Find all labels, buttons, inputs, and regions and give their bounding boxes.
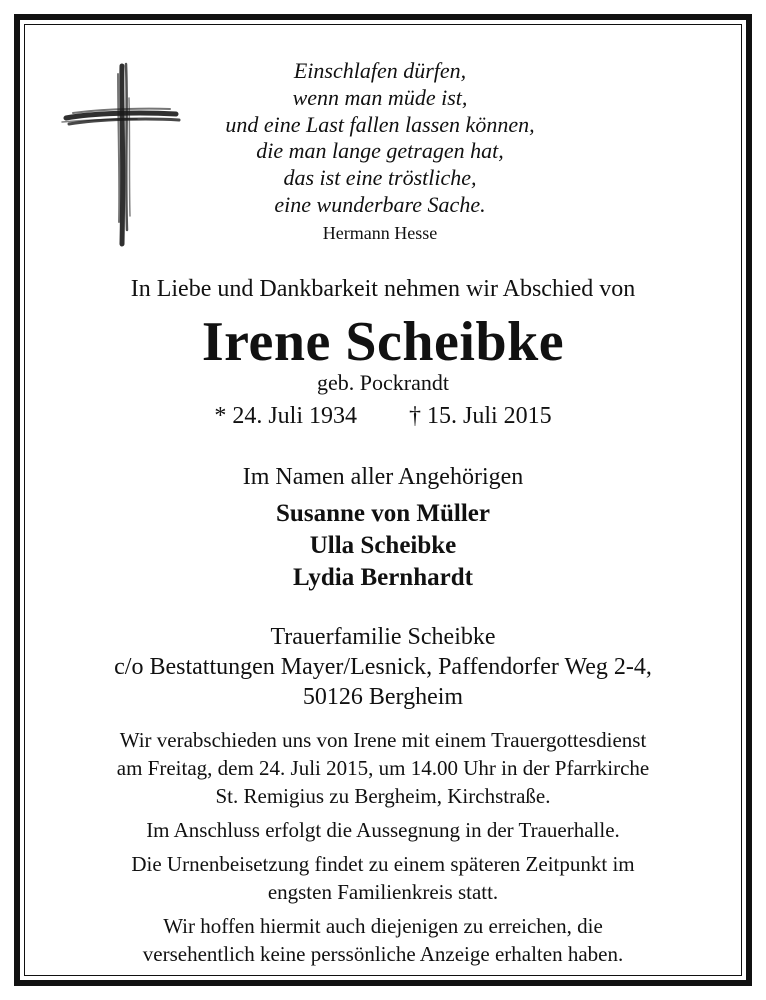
relative-name: Lydia Bernhardt — [293, 564, 473, 591]
relatives-list — [30, 498, 736, 594]
service-paragraph — [30, 850, 736, 906]
poem-line: die man lange getragen hat, — [256, 138, 504, 164]
service-line: engsten Familienkreis statt. — [267, 880, 499, 904]
life-dates — [30, 400, 736, 432]
service-information — [30, 726, 736, 968]
service-line: Wir hoffen hiermit auch diejenigen zu erreichen, die — [163, 914, 603, 938]
service-line: am Freitag, dem 24. Juli 2015, um 14.00 Uhr in der Pfarrkirche — [116, 756, 650, 780]
service-line: St. Remigius zu Bergheim, Kirchstraße. — [215, 784, 551, 808]
service-line: versehentlich keine perssönliche Anzeige erhalten haben. — [142, 942, 624, 966]
poem-author: Hermann Hesse — [322, 223, 438, 243]
birth-name: geb. Pockrandt — [317, 370, 449, 395]
brush-cross-icon — [58, 56, 182, 250]
service-paragraph — [30, 816, 736, 844]
poem-line: wenn man müde ist, — [292, 84, 468, 110]
relatives-intro: Im Namen aller Angehörigen — [242, 464, 524, 490]
poem-line: eine wunderbare Sache. — [274, 191, 486, 217]
address-line: c/o Bestattungen Mayer/Lesnick, Paffendorfer Weg 2-4, — [114, 654, 652, 680]
service-line: Die Urnenbeisetzung findet zu einem späteren Zeitpunkt im — [131, 852, 635, 876]
birth-date: * 24. Juli 1934 — [214, 403, 357, 429]
poem-line: und eine Last fallen lassen können, — [225, 111, 535, 137]
service-paragraph — [30, 726, 736, 810]
deceased-name: Irene Scheibke — [201, 311, 565, 373]
address-line: Trauerfamilie Scheibke — [270, 624, 496, 650]
death-date: † 15. Juli 2015 — [409, 403, 552, 429]
memorial-poem — [170, 58, 590, 219]
service-line: Im Anschluss erfolgt die Aussegnung in der Trauerhalle. — [146, 818, 620, 842]
service-paragraph — [30, 912, 736, 968]
service-line: Wir verabschieden uns von Irene mit einem Trauergottesdienst — [119, 728, 647, 752]
farewell-intro: In Liebe und Dankbarkeit nehmen wir Abschied von — [130, 276, 636, 302]
relative-name: Ulla Scheibke — [309, 532, 457, 559]
poem-line: das ist eine tröstliche, — [283, 165, 477, 191]
address-line: 50126 Bergheim — [302, 684, 464, 710]
family-address — [30, 622, 736, 712]
relative-name: Susanne von Müller — [276, 500, 490, 527]
poem-line: Einschlafen dürfen, — [293, 58, 467, 83]
